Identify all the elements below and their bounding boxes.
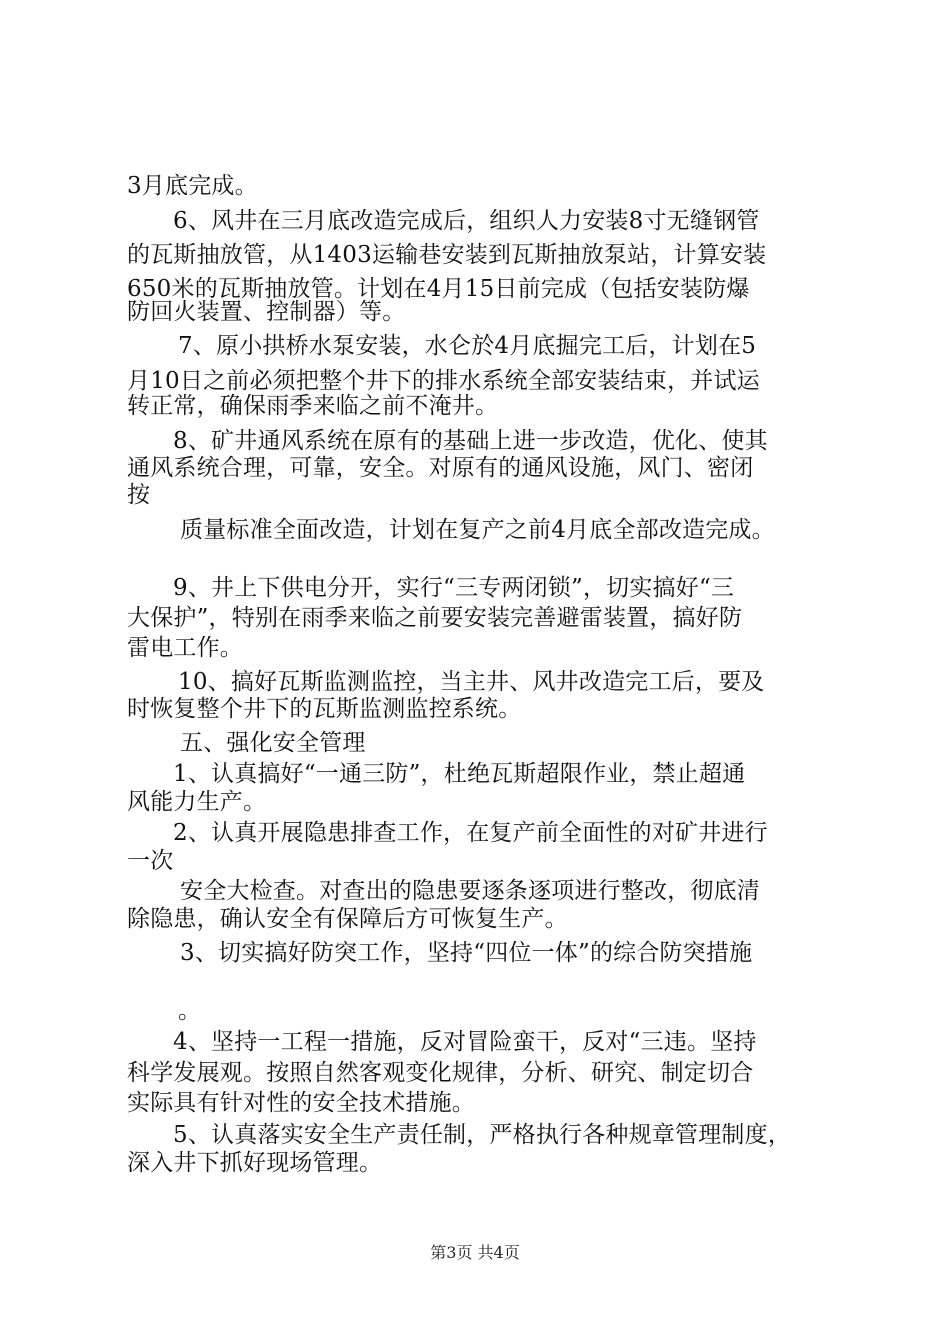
text-line: 按: [127, 482, 151, 508]
text-line: 9、井上下供电分开，实行“三专两闭锁”，切实搞好“三: [173, 575, 735, 601]
text-line: 3、切实搞好防突工作，坚持“四位一体”的综合防突措施: [180, 940, 753, 966]
text-line: 大保护”，特别在雨季来临之前要安装完善避雷装置，搞好防: [127, 605, 743, 631]
text-line: 除隐患，确认安全有保障后方可恢复生产。: [127, 906, 568, 932]
text-line: 时恢复整个井下的瓦斯监测监控系统。: [127, 696, 522, 722]
text-line: 的瓦斯抽放管，从1403运输巷安装到瓦斯抽放泵站，计算安装: [127, 242, 767, 268]
text-line: 650米的瓦斯抽放管。计划在4月15日前完成（包括安装防爆: [127, 276, 750, 302]
text-line: 6、风井在三月底改造完成后，组织人力安装8寸无缝钢管: [173, 208, 760, 234]
page-number-footer: 第3页 共4页: [430, 1243, 520, 1262]
text-line: 雷电工作。: [127, 635, 243, 661]
text-line: 5、认真落实安全生产责任制，严格执行各种规章管理制度，: [173, 1122, 792, 1148]
text-line: 8、矿井通风系统在原有的基础上进一步改造，优化、使其: [173, 428, 768, 454]
text-line: 4、坚持一工程一措施，反对冒险蛮干，反对“三违。坚持: [173, 1029, 757, 1055]
text-line: 2、认真开展隐患排查工作，在复产前全面性的对矿井进行: [173, 820, 768, 846]
text-line: 7、原小拱桥水泵安装，水仑於4月底掘完工后，计划在5: [178, 333, 757, 359]
text-line: 转正常，确保雨季来临之前不淹井。: [127, 393, 499, 419]
text-line: 安全大检查。对查出的隐患要逐条逐项进行整改，彻底清: [180, 878, 760, 904]
text-line: 质量标准全面改造，计划在复产之前4月底全部改造完成。: [180, 517, 775, 543]
text-line: 科学发展观。按照自然客观变化规律，分析、研究、制定切合: [127, 1060, 754, 1086]
text-line: 五、强化安全管理: [180, 730, 366, 756]
text-line: 实际具有针对性的安全技术措施。: [127, 1090, 475, 1116]
text-line: 风能力生产。: [127, 789, 267, 815]
text-line: 深入井下抓好现场管理。: [127, 1150, 383, 1176]
text-line: 通风系统合理，可靠，安全。对原有的通风设施，风门、密闭: [127, 455, 754, 481]
text-line: 一次: [127, 848, 174, 874]
text-line: 1、认真搞好“一通三防”，杜绝瓦斯超限作业，禁止超通: [173, 761, 746, 787]
text-line: 10、搞好瓦斯监测监控，当主井、风井改造完工后，要及: [178, 669, 765, 695]
text-line: 防回火装置、控制器）等。: [127, 299, 406, 325]
text-line: 。: [178, 998, 202, 1024]
text-line: 月10日之前必须把整个井下的排水系统全部安装结束，并试运: [127, 368, 760, 394]
text-line: 3月底完成。: [127, 173, 258, 199]
